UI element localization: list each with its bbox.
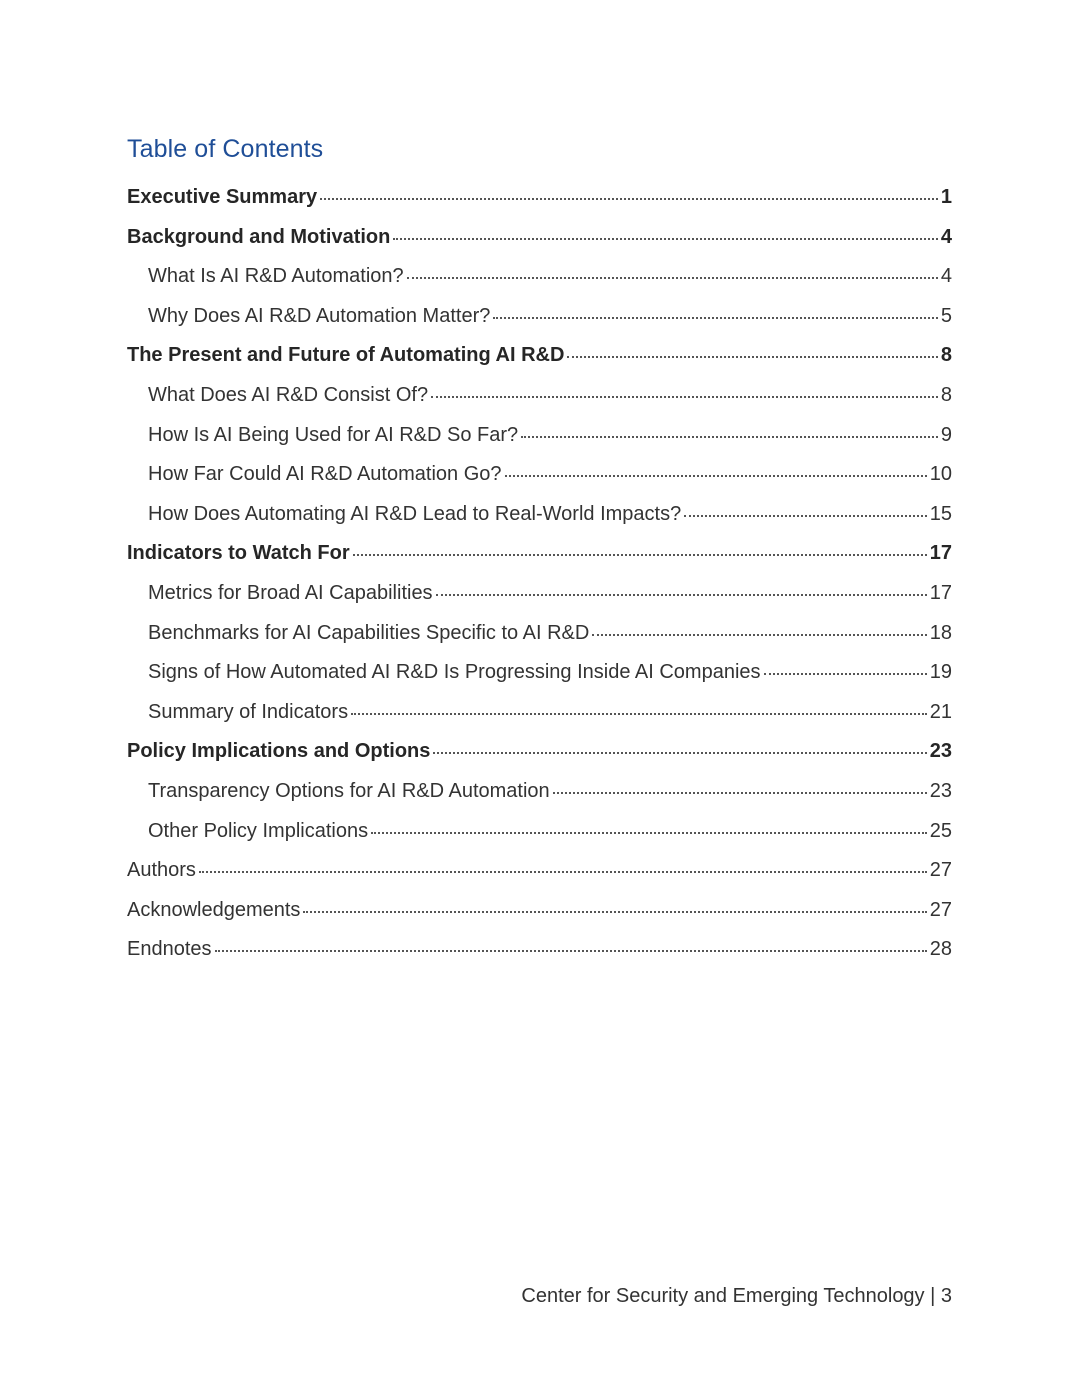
toc-entry-label: Benchmarks for AI Capabilities Specific to AI R&D (148, 621, 590, 644)
toc-entry-page: 23 (929, 740, 952, 763)
toc-entry-label: Indicators to Watch For (127, 542, 350, 565)
toc-entry[interactable] (127, 772, 952, 812)
toc-entry-page: 4 (940, 265, 952, 288)
toc-entry-label: Why Does AI R&D Automation Matter? (148, 304, 491, 327)
toc-dot-leader (431, 396, 938, 398)
toc-dot-leader (567, 356, 937, 358)
toc-entry[interactable] (127, 653, 952, 693)
toc-entry-label: Summary of Indicators (148, 700, 349, 723)
toc-entry-label: How Far Could AI R&D Automation Go? (148, 463, 502, 486)
toc-entry-page: 17 (929, 581, 952, 604)
toc-dot-leader (215, 950, 927, 952)
toc-dot-leader (393, 238, 938, 240)
toc-dot-leader (521, 436, 938, 438)
toc-list (127, 178, 952, 970)
toc-entry-label: Other Policy Implications (148, 819, 369, 842)
toc-entry[interactable] (127, 851, 952, 891)
toc-entry-page: 1 (940, 186, 952, 208)
toc-title: Table of Contents (127, 135, 324, 163)
toc-entry[interactable] (127, 218, 952, 258)
toc-entry[interactable] (127, 812, 952, 852)
toc-entry-page: 17 (929, 542, 952, 565)
toc-dot-leader (684, 515, 927, 517)
toc-entry[interactable] (127, 297, 952, 337)
toc-entry-page: 10 (929, 463, 952, 486)
toc-entry-label: Authors (127, 859, 196, 882)
toc-entry-page: 19 (929, 661, 952, 684)
toc-entry-page: 5 (940, 304, 952, 327)
toc-entry-page: 18 (929, 621, 952, 644)
toc-entry-page: 8 (940, 383, 952, 406)
toc-entry[interactable] (127, 336, 952, 376)
toc-entry-label: How Does Automating AI R&D Lead to Real-World Impacts? (148, 502, 682, 525)
toc-entry-label: The Present and Future of Automating AI R&D (127, 344, 565, 367)
toc-entry[interactable] (127, 693, 952, 733)
toc-entry-page: 27 (929, 859, 952, 882)
toc-entry[interactable] (127, 614, 952, 654)
toc-entry-page: 27 (929, 898, 952, 921)
toc-dot-leader (493, 317, 938, 319)
toc-entry-label: Signs of How Automated AI R&D Is Progressing Inside AI Companies (148, 661, 761, 684)
toc-entry[interactable] (127, 376, 952, 416)
toc-dot-leader (592, 634, 926, 636)
toc-entry[interactable] (127, 495, 952, 535)
toc-entry-page: 28 (929, 938, 952, 961)
toc-entry[interactable] (127, 891, 952, 931)
toc-entry-label: Policy Implications and Options (127, 740, 431, 763)
toc-entry[interactable] (127, 455, 952, 495)
toc-entry-page: 25 (929, 819, 952, 842)
toc-entry-label: Executive Summary (127, 186, 318, 208)
toc-entry-page: 15 (929, 502, 952, 525)
toc-entry[interactable] (127, 178, 952, 218)
toc-entry[interactable] (127, 534, 952, 574)
toc-dot-leader (320, 198, 938, 200)
toc-dot-leader (199, 871, 927, 873)
toc-dot-leader (505, 475, 927, 477)
toc-dot-leader (303, 911, 926, 913)
toc-dot-leader (371, 832, 927, 834)
toc-entry[interactable] (127, 257, 952, 297)
toc-dot-leader (433, 752, 926, 754)
toc-entry-page: 23 (929, 779, 952, 802)
page-footer: Center for Security and Emerging Technology | 3 (521, 1285, 952, 1307)
toc-entry[interactable] (127, 416, 952, 456)
toc-dot-leader (351, 713, 927, 715)
toc-entry-label: Acknowledgements (127, 898, 301, 921)
toc-entry-label: What Does AI R&D Consist Of? (148, 383, 429, 406)
toc-entry[interactable] (127, 732, 952, 772)
toc-entry-label: Endnotes (127, 938, 212, 961)
toc-entry-page: 9 (940, 423, 952, 446)
toc-dot-leader (553, 792, 927, 794)
toc-dot-leader (353, 554, 927, 556)
toc-dot-leader (764, 673, 927, 675)
toc-entry-label: What Is AI R&D Automation? (148, 265, 404, 288)
toc-dot-leader (407, 277, 938, 279)
toc-entry-label: How Is AI Being Used for AI R&D So Far? (148, 423, 519, 446)
toc-entry[interactable] (127, 574, 952, 614)
toc-dot-leader (436, 594, 927, 596)
toc-entry-page: 4 (940, 225, 952, 248)
toc-entry-page: 21 (929, 700, 952, 723)
toc-entry-label: Metrics for Broad AI Capabilities (148, 581, 433, 604)
toc-entry-page: 8 (940, 344, 952, 367)
toc-entry-label: Background and Motivation (127, 225, 391, 248)
toc-entry-label: Transparency Options for AI R&D Automation (148, 779, 550, 802)
toc-entry[interactable] (127, 930, 952, 970)
